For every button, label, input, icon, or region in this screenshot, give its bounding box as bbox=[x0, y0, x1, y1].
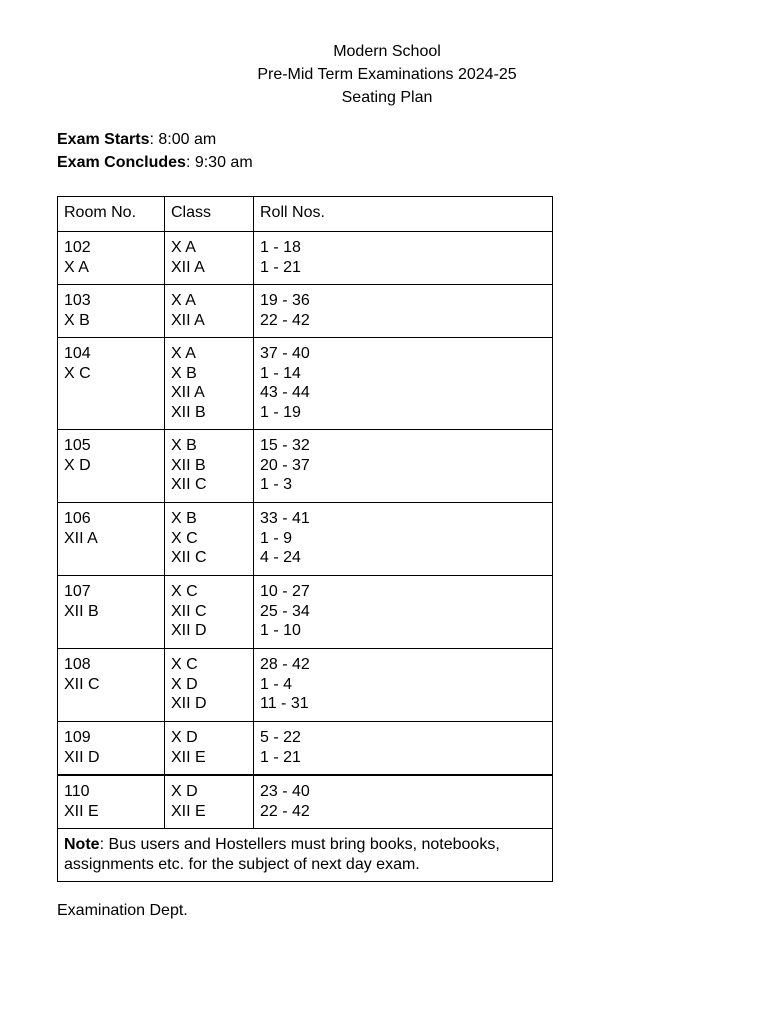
exam-start-line bbox=[57, 128, 253, 151]
roll-range: 11 - 31 bbox=[260, 695, 309, 712]
class-entry: X C bbox=[171, 583, 198, 600]
class-cell bbox=[165, 775, 254, 829]
table-row bbox=[58, 576, 553, 649]
class-entry: XII C bbox=[171, 602, 207, 620]
school-name: Modern School bbox=[333, 43, 441, 60]
room-section: XII D bbox=[64, 748, 100, 766]
note-label: Note bbox=[64, 836, 100, 853]
class-cell bbox=[165, 232, 254, 285]
exam-title: Pre-Mid Term Examinations 2024-25 bbox=[257, 66, 517, 83]
document-header bbox=[0, 40, 768, 109]
class-entry: X D bbox=[171, 675, 198, 693]
roll-range: 10 - 27 bbox=[260, 583, 310, 600]
room-number: 103 bbox=[64, 292, 91, 309]
roll-range: 33 - 41 bbox=[260, 510, 310, 527]
room-section: XII B bbox=[64, 602, 99, 620]
roll-cell bbox=[254, 430, 553, 503]
table-row bbox=[58, 503, 553, 576]
room-number: 109 bbox=[64, 729, 91, 746]
class-entry: X D bbox=[171, 729, 198, 746]
class-entry: XII D bbox=[171, 622, 207, 639]
room-cell bbox=[58, 285, 165, 338]
room-number: 102 bbox=[64, 239, 91, 256]
table-row bbox=[58, 722, 553, 776]
roll-range: 20 - 37 bbox=[260, 456, 310, 474]
class-cell bbox=[165, 722, 254, 776]
class-entry: XII A bbox=[171, 311, 205, 329]
exam-start-label: Exam Starts bbox=[57, 131, 150, 148]
class-entry: XII B bbox=[171, 456, 206, 474]
roll-range: 22 - 42 bbox=[260, 311, 310, 329]
class-cell bbox=[165, 430, 254, 503]
room-cell bbox=[58, 576, 165, 649]
roll-range: 37 - 40 bbox=[260, 345, 310, 362]
roll-range: 43 - 44 bbox=[260, 384, 310, 401]
room-cell bbox=[58, 775, 165, 829]
roll-range: 23 - 40 bbox=[260, 783, 310, 800]
class-entry: X B bbox=[171, 437, 197, 454]
roll-cell bbox=[254, 503, 553, 576]
roll-range: 19 - 36 bbox=[260, 292, 310, 309]
room-number: 105 bbox=[64, 437, 91, 454]
header-roll-nos: Roll Nos. bbox=[254, 197, 553, 232]
class-entry: X B bbox=[171, 510, 197, 527]
room-section: XII E bbox=[64, 802, 99, 820]
footer-signature: Examination Dept. bbox=[57, 902, 188, 919]
class-entry: X C bbox=[171, 656, 198, 673]
class-entry: X D bbox=[171, 783, 198, 800]
roll-range: 1 - 14 bbox=[260, 364, 301, 382]
roll-range: 1 - 10 bbox=[260, 622, 301, 639]
roll-cell bbox=[254, 285, 553, 338]
roll-range: 1 - 3 bbox=[260, 476, 293, 493]
table-row bbox=[58, 232, 553, 285]
class-entry: XII A bbox=[171, 384, 205, 401]
roll-range: 1 - 9 bbox=[260, 529, 293, 547]
class-cell bbox=[165, 285, 254, 338]
roll-cell bbox=[254, 775, 553, 829]
exam-timing bbox=[57, 128, 253, 174]
room-cell bbox=[58, 430, 165, 503]
room-cell bbox=[58, 232, 165, 285]
table-row bbox=[58, 775, 553, 829]
document-title: Seating Plan bbox=[341, 89, 433, 106]
class-entry: XII C bbox=[171, 549, 207, 566]
table-row bbox=[58, 285, 553, 338]
roll-range: 1 - 4 bbox=[260, 675, 293, 693]
exam-start-value: : 8:00 am bbox=[149, 131, 217, 148]
room-number: 110 bbox=[64, 783, 90, 800]
roll-range: 1 - 19 bbox=[260, 403, 301, 421]
table-row bbox=[58, 338, 553, 430]
class-entry: XII A bbox=[171, 258, 205, 276]
room-section: X B bbox=[64, 311, 90, 329]
class-entry: XII D bbox=[171, 695, 207, 712]
header-room-no: Room No. bbox=[58, 197, 165, 232]
table-header-row bbox=[58, 197, 553, 232]
room-number: 106 bbox=[64, 510, 91, 527]
room-section: XII C bbox=[64, 675, 100, 693]
roll-range: 1 - 18 bbox=[260, 239, 301, 256]
roll-range: 25 - 34 bbox=[260, 602, 310, 620]
note-text: : Bus users and Hostellers must bring books, notebooks, assignments etc. for the subject of next day exam. bbox=[64, 836, 500, 873]
class-entry: XII C bbox=[171, 476, 207, 493]
roll-cell bbox=[254, 576, 553, 649]
class-entry: X C bbox=[171, 529, 198, 547]
roll-range: 1 - 21 bbox=[260, 748, 301, 766]
roll-range: 22 - 42 bbox=[260, 802, 310, 820]
roll-cell bbox=[254, 722, 553, 776]
roll-range: 28 - 42 bbox=[260, 656, 310, 673]
room-section: XII A bbox=[64, 529, 98, 547]
roll-cell bbox=[254, 232, 553, 285]
room-section: X D bbox=[64, 456, 91, 474]
class-entry: X A bbox=[171, 345, 196, 362]
room-number: 107 bbox=[64, 583, 91, 600]
roll-cell bbox=[254, 338, 553, 430]
roll-range: 4 - 24 bbox=[260, 549, 301, 566]
header-class: Class bbox=[165, 197, 254, 232]
class-cell bbox=[165, 338, 254, 430]
class-entry: XII B bbox=[171, 403, 206, 421]
roll-cell bbox=[254, 649, 553, 722]
roll-range: 15 - 32 bbox=[260, 437, 310, 454]
roll-range: 1 - 21 bbox=[260, 258, 301, 276]
class-cell bbox=[165, 649, 254, 722]
table-row bbox=[58, 649, 553, 722]
note-cell bbox=[58, 829, 553, 882]
room-cell bbox=[58, 649, 165, 722]
class-entry: X B bbox=[171, 364, 197, 382]
exam-end-value: : 9:30 am bbox=[185, 154, 253, 171]
note-row bbox=[58, 829, 553, 882]
class-cell bbox=[165, 503, 254, 576]
roll-range: 5 - 22 bbox=[260, 729, 301, 746]
class-entry: XII E bbox=[171, 802, 206, 820]
room-cell bbox=[58, 722, 165, 776]
room-number: 104 bbox=[64, 345, 91, 362]
room-number: 108 bbox=[64, 656, 91, 673]
class-entry: X A bbox=[171, 239, 196, 256]
room-cell bbox=[58, 503, 165, 576]
exam-end-label: Exam Concludes bbox=[57, 154, 186, 171]
room-section: X A bbox=[64, 258, 89, 276]
class-cell bbox=[165, 576, 254, 649]
table-row bbox=[58, 430, 553, 503]
room-section: X C bbox=[64, 364, 91, 382]
class-entry: X A bbox=[171, 292, 196, 309]
seating-table bbox=[57, 196, 553, 882]
room-cell bbox=[58, 338, 165, 430]
class-entry: XII E bbox=[171, 748, 206, 766]
exam-end-line bbox=[57, 151, 253, 174]
